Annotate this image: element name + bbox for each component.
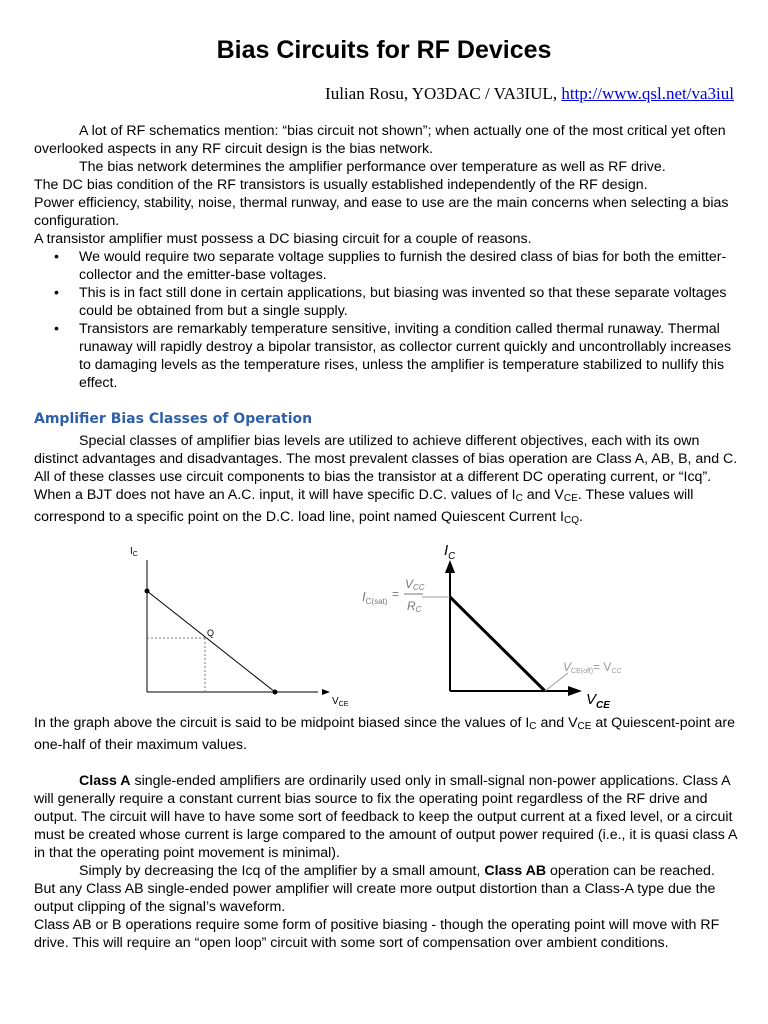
class-ab-paragraph: Simply by decreasing the Icq of the amplifier by a small amount, Class AB operation can be reached. <box>79 863 715 879</box>
svg-text:RC: RC <box>407 599 422 614</box>
left-load-line-diagram <box>130 546 349 708</box>
svg-text:VCE(off)= VCC: VCE(off)= VCC <box>563 660 622 675</box>
distortion-paragraph: But any Class AB single-ended power amplifier will create more output distortion than a Class-A type due the output clipping of the signal’s waveform. <box>34 881 716 915</box>
right-x-arrow-icon <box>568 686 582 696</box>
intro-paragraph-5: A transistor amplifier must possess a DC biasing circuit for a couple of reasons. <box>34 231 532 247</box>
left-vce-max-point <box>273 690 278 695</box>
left-x-arrow-icon <box>322 689 330 695</box>
load-line-diagrams <box>0 540 768 712</box>
class-a-paragraph: Class A single-ended amplifiers are ordinarily used only in small-signal non-power applications. Class A will generally require a constant current bias source to fix the operating point regardless of the RF drive and output. The circuit will have to have some sort of feedback to keep the output current at a fixed level, or a circuit must be created whose current is large compared to the amount of output power required (i.e., it is quasi class A in that the operating point movement is minimal). <box>34 773 737 861</box>
positive-bias-paragraph: Class AB or B operations require some form of positive biasing - though the operating point will move with RF drive. This will require an “open loop” circuit with some sort of compensation over ambient conditions. <box>34 917 720 951</box>
right-x-axis-label: $V_{CE}$ <box>586 691 610 711</box>
bullet-icon: • <box>54 321 59 337</box>
q-point-label: Q <box>207 628 215 638</box>
vce-off-formula <box>563 660 622 675</box>
section-heading: Amplifier Bias Classes of Operation <box>34 411 313 427</box>
author-line <box>325 84 734 104</box>
page-title: Bias Circuits for RF Devices <box>216 36 552 64</box>
analysis-section <box>34 714 742 952</box>
left-load-line <box>147 591 275 692</box>
bullet-icon: • <box>54 285 59 301</box>
svg-text:IC(sat): $I_{C(sat)}$ <box>362 589 388 606</box>
intro-paragraph-2: The bias network determines the amplifier performance over temperature as well as RF drive. <box>79 159 666 175</box>
author-name: Iulian Rosu, YO3DAC / VA3IUL, <box>325 84 562 103</box>
bias-classes-section <box>34 432 742 530</box>
svg-text:VCC: VCC <box>405 577 425 592</box>
spacer <box>34 754 742 772</box>
classes-paragraph: Special classes of amplifier bias levels are utilized to achieve different objectives, each with its own distinct advantages and disadvantages. The most prevalent classes of bias operation are Class A, AB, B, and C. All of these classes use circuit components to bias the transistor at a different DC operating current, or “Icq”. <box>34 433 738 485</box>
bjt-paragraph: When a BJT does not have an A.C. input, it will have specific D.C. values of $I_C$ and $V_{CE}$. These values will correspond to a specific point on the D.C. load line, point named Quiescent Current $I_{CQ}$. <box>34 487 694 526</box>
reasons-list <box>34 248 742 392</box>
ic-sat-formula <box>362 577 425 614</box>
left-ic-max-point <box>145 589 150 594</box>
intro-section <box>34 122 742 392</box>
svg-text:=: = <box>392 587 400 601</box>
right-y-axis-label: $I_C$ <box>444 542 456 562</box>
list-item: • This is in fact still done in certain applications, but biasing was invented so that these separate voltages could be obtained from but a single supply. <box>54 285 727 319</box>
list-item: • We would require two separate voltage supplies to furnish the desired class of bias for both the emitter-collector and the emitter-base voltages. <box>54 249 727 283</box>
intro-paragraph-4: Power efficiency, stability, noise, thermal runway, and ease to use are the main concerns when selecting a bias configuration. <box>34 195 729 229</box>
intro-paragraph-1: A lot of RF schematics mention: “bias circuit not shown”; when actually one of the most critical yet often overlooked aspects in any RF circuit design is the bias network. <box>34 123 726 157</box>
author-website-link[interactable]: http://www.qsl.net/va3iul <box>561 84 734 103</box>
left-y-axis-label: $I_C$ <box>130 546 138 558</box>
midpoint-paragraph: In the graph above the circuit is said to be midpoint biased since the values of $I_C$ and $V_{CE}$ at Quiescent-point are one-half of their maximum values. <box>34 715 735 753</box>
intro-paragraph-3: The DC bias condition of the RF transistors is usually established independently of the RF design. <box>34 177 648 193</box>
right-load-line <box>450 597 545 691</box>
right-load-line-diagram <box>362 542 622 711</box>
vce-off-leader-line <box>545 673 568 691</box>
list-item: • Transistors are remarkably temperature sensitive, inviting a condition called thermal runaway. Thermal runaway will rapidly destroy a bipolar transistor, as collector current quickly and uncontrollably increases to damaging levels as the temperature rises, unless the amplifier is temperature stabilized to nullify this effect. <box>54 321 732 391</box>
left-x-axis-label: $V_{CE}$ <box>332 696 349 708</box>
bullet-icon: • <box>54 249 59 265</box>
